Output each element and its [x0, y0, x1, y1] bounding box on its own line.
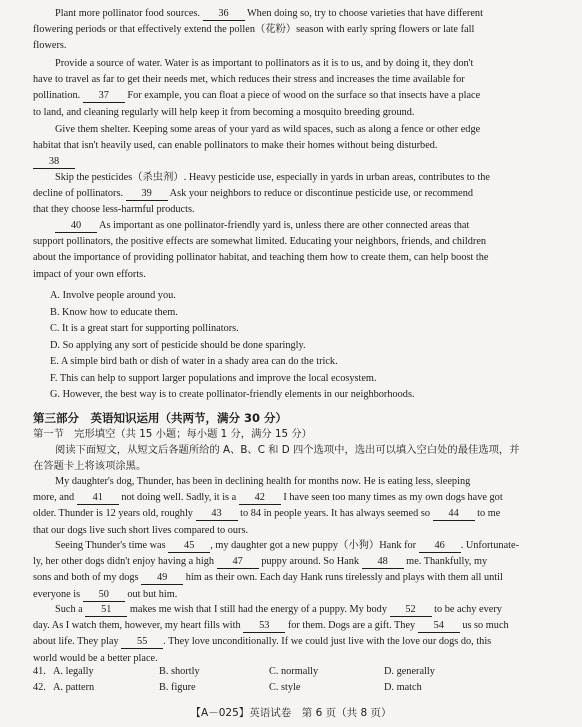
answer-blank[interactable]: 40: [55, 220, 97, 233]
text-segment: have to travel as far to get their needs met, which reduces their stress and increases the time available for: [33, 74, 465, 86]
text-line: [33, 186, 561, 202]
text-segment: Plant more pollinator food sources.: [55, 8, 203, 19]
option-item: G. However, the best way is to create pollinator-friendly elements in our neighborhoods.: [50, 389, 415, 400]
passage-paragraph: [33, 218, 561, 283]
text-segment: more, and: [33, 492, 77, 504]
text-line: [33, 602, 561, 618]
text-line: [33, 154, 561, 170]
text-line: [33, 72, 561, 88]
cloze-paragraph: [33, 538, 561, 603]
answer-blank[interactable]: 46: [419, 540, 461, 553]
text-segment: . Unfortunate-: [460, 540, 520, 551]
text-segment: I have seen too many times as my own dogs have got: [280, 492, 503, 504]
text-segment: about the importance of providing pollinator habitat, and teaching them how to create them, can help boost the: [33, 252, 489, 264]
answer-blank[interactable]: 52: [390, 604, 432, 617]
text-segment: me. Thankfully, my: [403, 556, 488, 568]
text-segment: flowers.: [33, 40, 67, 52]
text-segment: When doing so, try to choose varieties that have different: [244, 8, 483, 19]
option-item: D. So applying any sort of pesticide should be done sparingly.: [50, 339, 306, 351]
option-item: A. Involve people around you.: [50, 290, 176, 301]
text-segment: support pollinators, the positive effects are somewhat limited. Educating your neighbors, friends, and children: [33, 236, 487, 248]
text-segment: for them. Dogs are a gift. They: [285, 620, 418, 632]
text-line: [33, 88, 561, 104]
choice-option[interactable]: D. generally: [384, 666, 435, 677]
text-segment: decline of pollinators.: [33, 188, 126, 200]
text-segment: that they choose less-harmful products.: [33, 204, 195, 216]
option-item: C. It is a great start for supporting pollinators.: [50, 323, 239, 334]
passage-paragraph: [33, 6, 561, 55]
answer-blank[interactable]: 44: [433, 508, 475, 521]
answer-blank[interactable]: 42: [239, 492, 281, 505]
answer-blank[interactable]: 45: [168, 540, 210, 553]
text-segment: to me: [474, 508, 501, 520]
text-segment: not doing well. Sadly, it is a: [118, 492, 239, 504]
text-line: [33, 234, 561, 250]
text-segment: Skip the pesticides（杀虫剂）. Heavy pesticide use, especially in yards in urban areas, contributes to the: [55, 172, 490, 183]
answer-blank[interactable]: 51: [85, 604, 127, 617]
instructions-line: 在答题卡上将该项涂黑。: [33, 460, 147, 472]
text-segment: sons and both of my dogs: [33, 572, 142, 584]
choice-option[interactable]: C. style: [269, 682, 301, 693]
text-segment: everyone is: [33, 588, 83, 600]
text-segment: flowering periods or that effectively extend the pollen（花粉）season with early spring flowers or late fall: [33, 24, 475, 36]
text-segment: about life. They play: [33, 636, 122, 648]
choice-option[interactable]: A. pattern: [53, 682, 95, 693]
text-segment: us so much: [459, 620, 509, 632]
text-segment: puppy around. So Hank: [258, 556, 362, 568]
option-item: B. Know how to educate them.: [50, 306, 178, 318]
text-line: [33, 538, 561, 554]
text-segment: impact of your own efforts.: [33, 268, 146, 280]
text-segment: Give them shelter. Keeping some areas of your yard as wild spaces, such as along a fence or other edge: [55, 124, 481, 135]
answer-blank[interactable]: 50: [83, 589, 125, 602]
text-segment: world would be a better place.: [33, 652, 158, 664]
choice-option[interactable]: B. figure: [159, 682, 196, 693]
text-segment: As important as one pollinator-friendly yard is, unless there are other connected areas that: [97, 220, 470, 231]
answer-blank[interactable]: 43: [196, 508, 238, 521]
answer-blank[interactable]: 37: [83, 90, 125, 103]
text-segment: to land, and cleaning regularly will help keep it from becoming a mosquito breeding ground.: [33, 106, 415, 118]
text-segment: ly, her other dogs didn't enjoy having a high: [33, 556, 217, 568]
answer-blank[interactable]: 41: [77, 492, 119, 505]
text-line: [33, 56, 561, 72]
text-segment: habitat that isn't heavily used, can enable pollinators to make their homes without being disturbed.: [33, 140, 438, 152]
text-segment: out but him.: [124, 588, 178, 600]
answer-blank[interactable]: 38: [33, 156, 75, 169]
answer-blank[interactable]: 39: [126, 188, 168, 201]
answer-blank[interactable]: 49: [141, 572, 183, 585]
question-number: 41.: [33, 666, 46, 677]
page-footer: 【A－025】英语试卷 第 6 页（共 8 页）: [190, 707, 392, 719]
text-line: [33, 138, 561, 154]
text-line: [33, 38, 561, 54]
choice-option[interactable]: A. legally: [53, 666, 94, 677]
text-segment: to be achy every: [431, 604, 502, 615]
text-line: [33, 587, 561, 603]
text-line: [33, 22, 561, 38]
passage-paragraph: [33, 170, 561, 219]
answer-blank[interactable]: 47: [217, 556, 259, 569]
text-line: [33, 202, 561, 218]
text-segment: pollination.: [33, 90, 83, 102]
text-line: [33, 523, 561, 539]
text-segment: For example, you can float a piece of wood on the surface so that insects have a place: [124, 90, 481, 102]
text-line: [33, 474, 561, 490]
option-item: F. This can help to support larger populations and improve the local ecosystem.: [50, 372, 377, 384]
choice-option[interactable]: D. match: [384, 682, 422, 693]
text-line: [33, 618, 561, 634]
text-line: [33, 218, 561, 234]
text-line: [33, 170, 561, 186]
text-segment: that our dogs live such short lives compared to ours.: [33, 524, 249, 536]
text-segment: to 84 in people years. It has always seemed so: [237, 508, 433, 520]
text-line: [33, 554, 561, 570]
text-segment: day. As I watch them, however, my heart fills with: [33, 620, 244, 632]
option-item: E. A simple bird bath or dish of water in a shady area can do the trick.: [50, 356, 338, 367]
text-segment: older. Thunder is 12 years old, roughly: [33, 508, 196, 520]
text-line: [33, 490, 561, 506]
text-segment: Seeing Thunder's time was: [55, 540, 169, 551]
passage-paragraph: [33, 56, 561, 121]
text-line: [33, 250, 561, 266]
choice-option[interactable]: B. shortly: [159, 666, 200, 677]
text-segment: Provide a source of water. Water is as important to pollinators as it is to us, and by doing it, they don't: [55, 58, 474, 69]
answer-blank[interactable]: 53: [243, 620, 285, 633]
instructions-line: 阅读下面短文，从短文后各题所给的 A、B、C 和 D 四个选项中，选出可以填入空白处的最佳选项，并: [55, 444, 520, 456]
cloze-paragraph: [33, 474, 561, 539]
answer-blank[interactable]: 55: [121, 636, 163, 649]
text-line: [33, 267, 561, 283]
answer-blank[interactable]: 48: [362, 556, 404, 569]
text-segment: My daughter's dog, Thunder, has been in declining health for months now. He is eating less, sleeping: [55, 476, 471, 487]
section-heading: 第一节 完形填空（共 15 小题；每小题 1 分，满分 15 分）: [33, 428, 312, 440]
text-segment: Ask your neighbors to reduce or discontinue pesticide use, or recommend: [167, 188, 474, 200]
choice-option[interactable]: C. normally: [269, 666, 319, 677]
part-heading: 第三部分 英语知识运用（共两节，满分 30 分）: [33, 411, 288, 425]
text-line: [33, 570, 561, 586]
question-number: 42.: [33, 682, 46, 693]
text-line: [33, 634, 561, 650]
text-line: [33, 105, 561, 121]
cloze-paragraph: [33, 602, 561, 667]
text-line: [33, 506, 561, 522]
answer-blank[interactable]: 54: [418, 620, 460, 633]
text-segment: , my daughter got a new puppy（小狗）Hank for: [210, 540, 419, 551]
text-segment: Such a: [55, 604, 86, 615]
text-line: [33, 6, 561, 22]
passage-paragraph: [33, 122, 561, 171]
text-segment: makes me wish that I still had the energy of a puppy. My body: [127, 604, 390, 615]
answer-blank[interactable]: 36: [203, 8, 245, 21]
text-segment: . They love unconditionally. If we could just live with the love our dogs do, this: [163, 636, 492, 648]
text-segment: him as their own. Each day Hank runs tirelessly and plays with them all until: [183, 572, 503, 584]
text-line: [33, 122, 561, 138]
